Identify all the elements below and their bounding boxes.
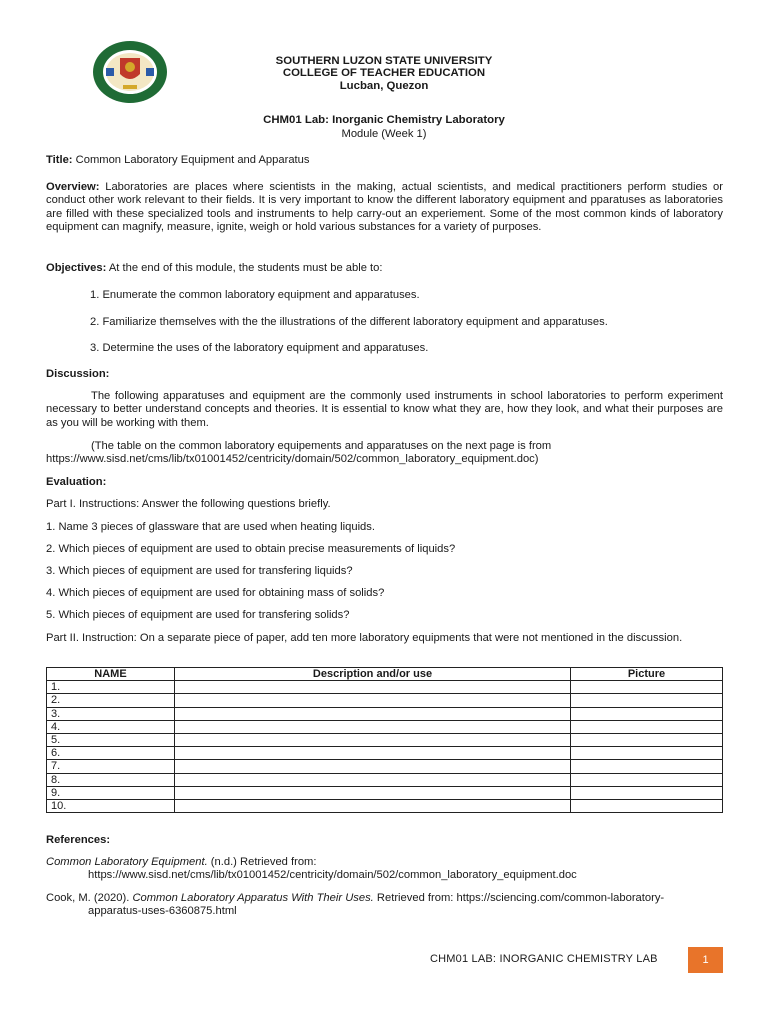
title-text: Common Laboratory Equipment and Apparatus — [75, 154, 310, 166]
picture-cell — [571, 707, 723, 720]
ref1-title: Common Laboratory Equipment. — [46, 856, 208, 868]
objective-item: 2. Familiarize themselves with the the illustrations of the different laboratory equipment and apparatuses. — [90, 316, 608, 328]
module-label: Module (Week 1) — [341, 128, 427, 140]
overview-text: Laboratories are places where scientists in the making, actual scientists, and medical practitioners perform studies or conduct other work relevant to their fields. It is very important to know the different laboratory equipment and pparatuses as laboratories are filled with these specialized tools and instruments to help carry-out an experiement. Some of the most common kinds of laboratory equipment can magnify, measure, ignite, weigh or hold various substances for a variety of purposes. — [46, 181, 724, 234]
picture-cell — [571, 786, 723, 799]
overview-label: Overview: — [46, 181, 100, 193]
title-label: Title: — [46, 154, 73, 166]
reference-entry-1 — [46, 856, 723, 869]
description-cell — [175, 799, 571, 812]
objective-item: 1. Enumerate the common laboratory equipment and apparatuses. — [90, 289, 420, 301]
overview — [46, 181, 723, 235]
table-row — [47, 747, 723, 760]
picture-cell — [571, 747, 723, 760]
table-row — [47, 707, 723, 720]
description-cell — [175, 733, 571, 746]
picture-cell — [571, 720, 723, 733]
ref2-rest: Retrieved from: https://sciencing.com/common-laboratory-apparatus-uses-6360875.html — [88, 892, 665, 918]
row-number: 8. — [47, 773, 175, 786]
course-title: CHM01 Lab: Inorganic Chemistry Laboratory — [263, 114, 505, 126]
page-number-badge: 1 — [688, 947, 723, 973]
row-number: 2. — [47, 694, 175, 707]
row-number: 7. — [47, 760, 175, 773]
evaluation-label: Evaluation: — [46, 476, 107, 488]
reference-entry-2 — [46, 892, 686, 919]
picture-cell — [571, 681, 723, 694]
running-footer-title: CHM01 LAB: INORGANIC CHEMISTRY LAB — [430, 953, 658, 965]
part2-instructions: Part II. Instruction: On a separate piece of paper, add ten more laboratory equipments that were not mentioned in the discussion. — [46, 632, 683, 644]
description-cell — [175, 773, 571, 786]
objectives-intro — [46, 262, 723, 275]
column-header-picture: Picture — [571, 668, 723, 681]
row-number: 6. — [47, 747, 175, 760]
table-row — [47, 694, 723, 707]
description-cell — [175, 707, 571, 720]
ref1-rest: (n.d.) Retrieved from: — [210, 856, 317, 868]
university-name: SOUTHERN LUZON STATE UNIVERSITY — [275, 55, 493, 67]
question-item: 4. Which pieces of equipment are used for obtaining mass of solids? — [46, 587, 385, 599]
row-number: 3. — [47, 707, 175, 720]
table-row — [47, 760, 723, 773]
equipment-table — [46, 667, 723, 813]
picture-cell — [571, 773, 723, 786]
question-item: 2. Which pieces of equipment are used to obtain precise measurements of liquids? — [46, 543, 456, 555]
description-cell — [175, 760, 571, 773]
description-cell — [175, 720, 571, 733]
column-header-name: NAME — [47, 668, 175, 681]
table-row — [47, 799, 723, 812]
discussion-label: Discussion: — [46, 368, 110, 380]
row-number: 9. — [47, 786, 175, 799]
description-cell — [175, 786, 571, 799]
ref1-url[interactable]: https://www.sisd.net/cms/lib/tx01001452/centricity/domain/502/common_laboratory_equipment.doc — [88, 869, 577, 881]
description-cell — [175, 694, 571, 707]
picture-cell — [571, 733, 723, 746]
picture-cell — [571, 799, 723, 812]
description-cell — [175, 681, 571, 694]
row-number: 4. — [47, 720, 175, 733]
college-name: COLLEGE OF TEACHER EDUCATION — [282, 67, 486, 79]
table-row — [47, 733, 723, 746]
row-number: 10. — [47, 799, 175, 812]
question-item: 3. Which pieces of equipment are used for transfering liquids? — [46, 565, 353, 577]
table-header-row — [47, 668, 723, 681]
discussion-source: (The table on the common laboratory equipements and apparatuses on the next page is from https://www.sisd.net/cms/lib/tx01001452/centricity/domain/502/common_laboratory_equipment.doc) — [46, 440, 552, 466]
row-number: 5. — [47, 733, 175, 746]
references-label: References: — [46, 834, 111, 846]
table-row — [47, 773, 723, 786]
question-item: 1. Name 3 pieces of glassware that are used when heating liquids. — [46, 521, 375, 533]
row-number: 1. — [47, 681, 175, 694]
table-row — [47, 786, 723, 799]
column-header-description: Description and/or use — [175, 668, 571, 681]
objectives-label: Objectives: — [46, 262, 107, 274]
part1-instructions: Part I. Instructions: Answer the following questions briefly. — [46, 498, 331, 510]
doc-title — [46, 154, 723, 167]
question-item: 5. Which pieces of equipment are used for transfering solids? — [46, 609, 350, 621]
ref2-title: Common Laboratory Apparatus With Their Uses. — [132, 892, 374, 904]
objective-item: 3. Determine the uses of the laboratory equipment and apparatuses. — [90, 342, 429, 354]
objectives-intro-text: At the end of this module, the students must be able to: — [108, 262, 383, 274]
ref2-author: Cook, M. (2020). — [46, 892, 130, 904]
description-cell — [175, 747, 571, 760]
discussion-paragraph: The following apparatuses and equipment are the commonly used instruments in school laboratories to perform experiment necessary to better understand concepts and theories. It is essential to know what they are, how they look, and what their purposes are as you will be working with them. — [46, 390, 723, 429]
table-row — [47, 681, 723, 694]
picture-cell — [571, 694, 723, 707]
location: Lucban, Quezon — [339, 80, 429, 92]
picture-cell — [571, 760, 723, 773]
table-row — [47, 720, 723, 733]
